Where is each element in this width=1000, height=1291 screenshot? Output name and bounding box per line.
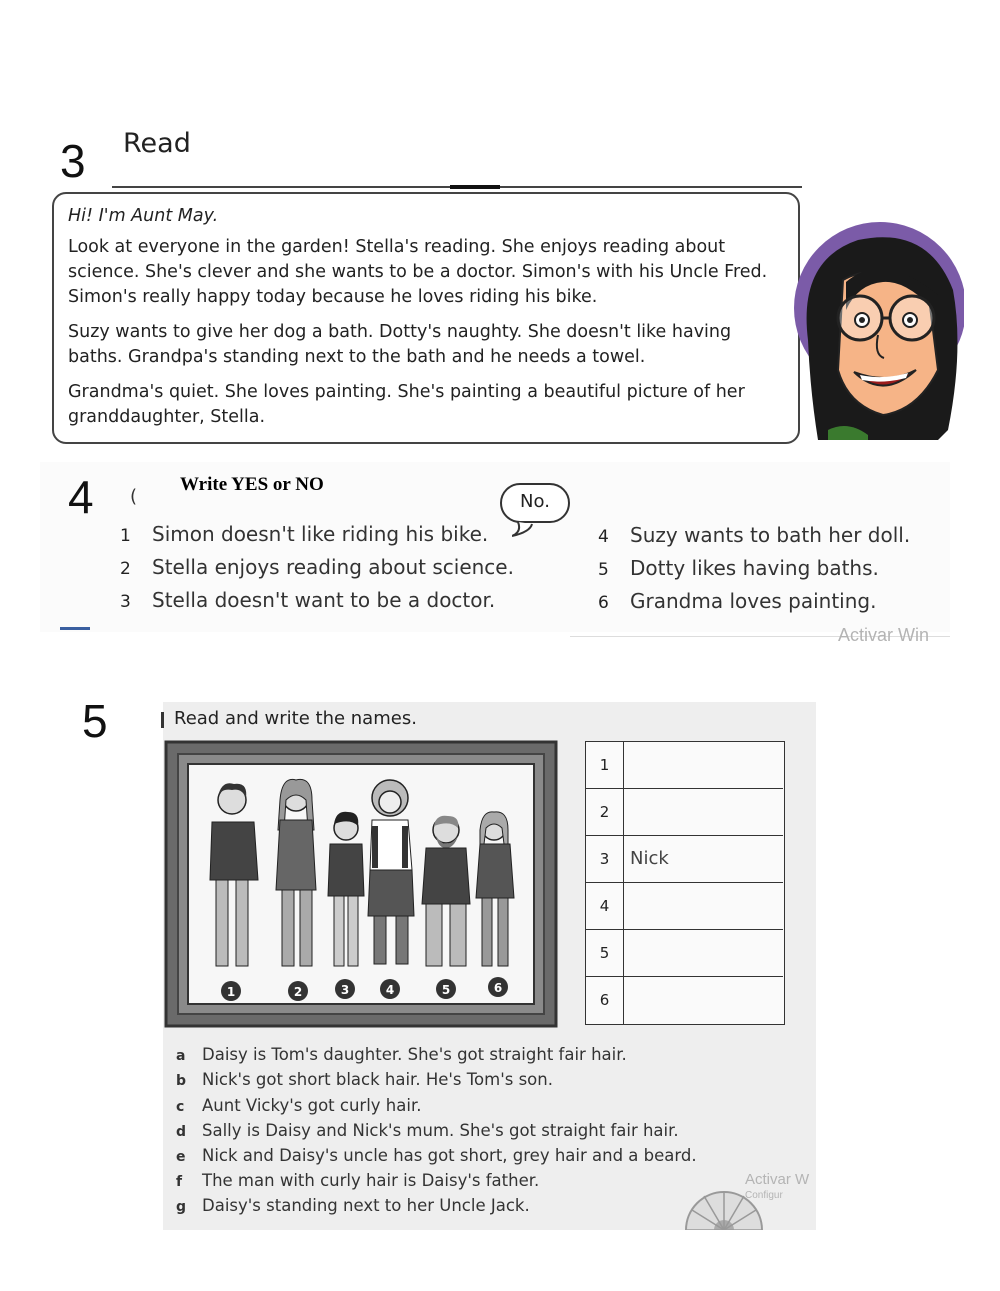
clue-c: c Aunt Vicky's got curly hair. [176,1096,422,1115]
reading-paragraph: Suzy wants to give her dog a bath. Dotty's naughty. She doesn't like having baths. Grandpa's standing next to the bath and he needs a towel. [68,322,732,367]
answer-field[interactable]: Nick [630,848,669,869]
clue-g: g Daisy's standing next to her Uncle Jack. [176,1196,530,1215]
exercise-5-number: 5 [82,695,108,747]
exercise-4-number: 4 [68,471,94,523]
exercise-3-title: Read [123,128,191,159]
figure-number-5: 5 [441,983,451,997]
example-answer-bubble [500,483,570,523]
table-row: 6 [586,977,783,1024]
reading-text-box [52,192,800,444]
table-row: 1 [586,742,783,789]
title-marker [161,712,164,728]
pen-mark [60,627,90,630]
activation-watermark: Activar W [745,1171,810,1188]
bubble-tail [512,520,542,538]
clue-a: a Daisy is Tom's daughter. She's got straight fair hair. [176,1045,627,1064]
question-2: 2 Stella enjoys reading about science. [120,555,514,579]
question-3: 3 Stella doesn't want to be a doctor. [120,588,496,612]
question-1: 1 Simon doesn't like riding his bike. [120,522,489,546]
reading-paragraph: Look at everyone in the garden! Stella's reading. She enjoys reading about science. She's clever and she wants to be a doctor. Simon's with his Uncle Fred. Simon's really happy today because he loves riding his bike. [68,237,768,307]
table-row: 3 Nick [586,836,783,883]
greeting-line: Hi! I'm Aunt May. [68,206,219,226]
example-answer: No. [520,491,550,512]
aunt-may-portrait [788,220,964,440]
question-4: 4 Suzy wants to bath her doll. [598,523,911,547]
figure-number-2: 2 [293,985,303,999]
instruction-bracket: ( [130,486,138,507]
figure-number-4: 4 [385,983,395,997]
activation-watermark-subtext: Configur [745,1190,783,1201]
names-answer-table [585,741,785,1025]
figure-number-3: 3 [340,983,350,997]
clue-d: d Sally is Daisy and Nick's mum. She's got straight fair hair. [176,1121,679,1140]
clue-e: e Nick and Daisy's uncle has got short, grey hair and a beard. [176,1146,697,1165]
exercise-3-number: 3 [60,135,86,187]
question-5: 5 Dotty likes having baths. [598,556,879,580]
family-picture-frame [164,740,558,1028]
exercise-5-title: Read and write the names. [174,708,417,729]
table-row: 5 [586,930,783,977]
reading-paragraph: Grandma's quiet. She loves painting. She's painting a beautiful picture of her granddaughter, Stella. [68,382,745,427]
clue-f: f The man with curly hair is Daisy's father. [176,1171,540,1190]
title-rule-accent [450,185,500,189]
table-row: 4 [586,883,783,930]
exercise-4-instruction: Write YES or NO [180,474,324,495]
activation-watermark: Activar Win [838,625,930,645]
question-6: 6 Grandma loves painting. [598,589,877,613]
clue-b: b Nick's got short black hair. He's Tom's son. [176,1070,553,1089]
table-row: 2 [586,789,783,836]
figure-number-6: 6 [493,981,503,995]
figure-number-1: 1 [226,985,236,999]
